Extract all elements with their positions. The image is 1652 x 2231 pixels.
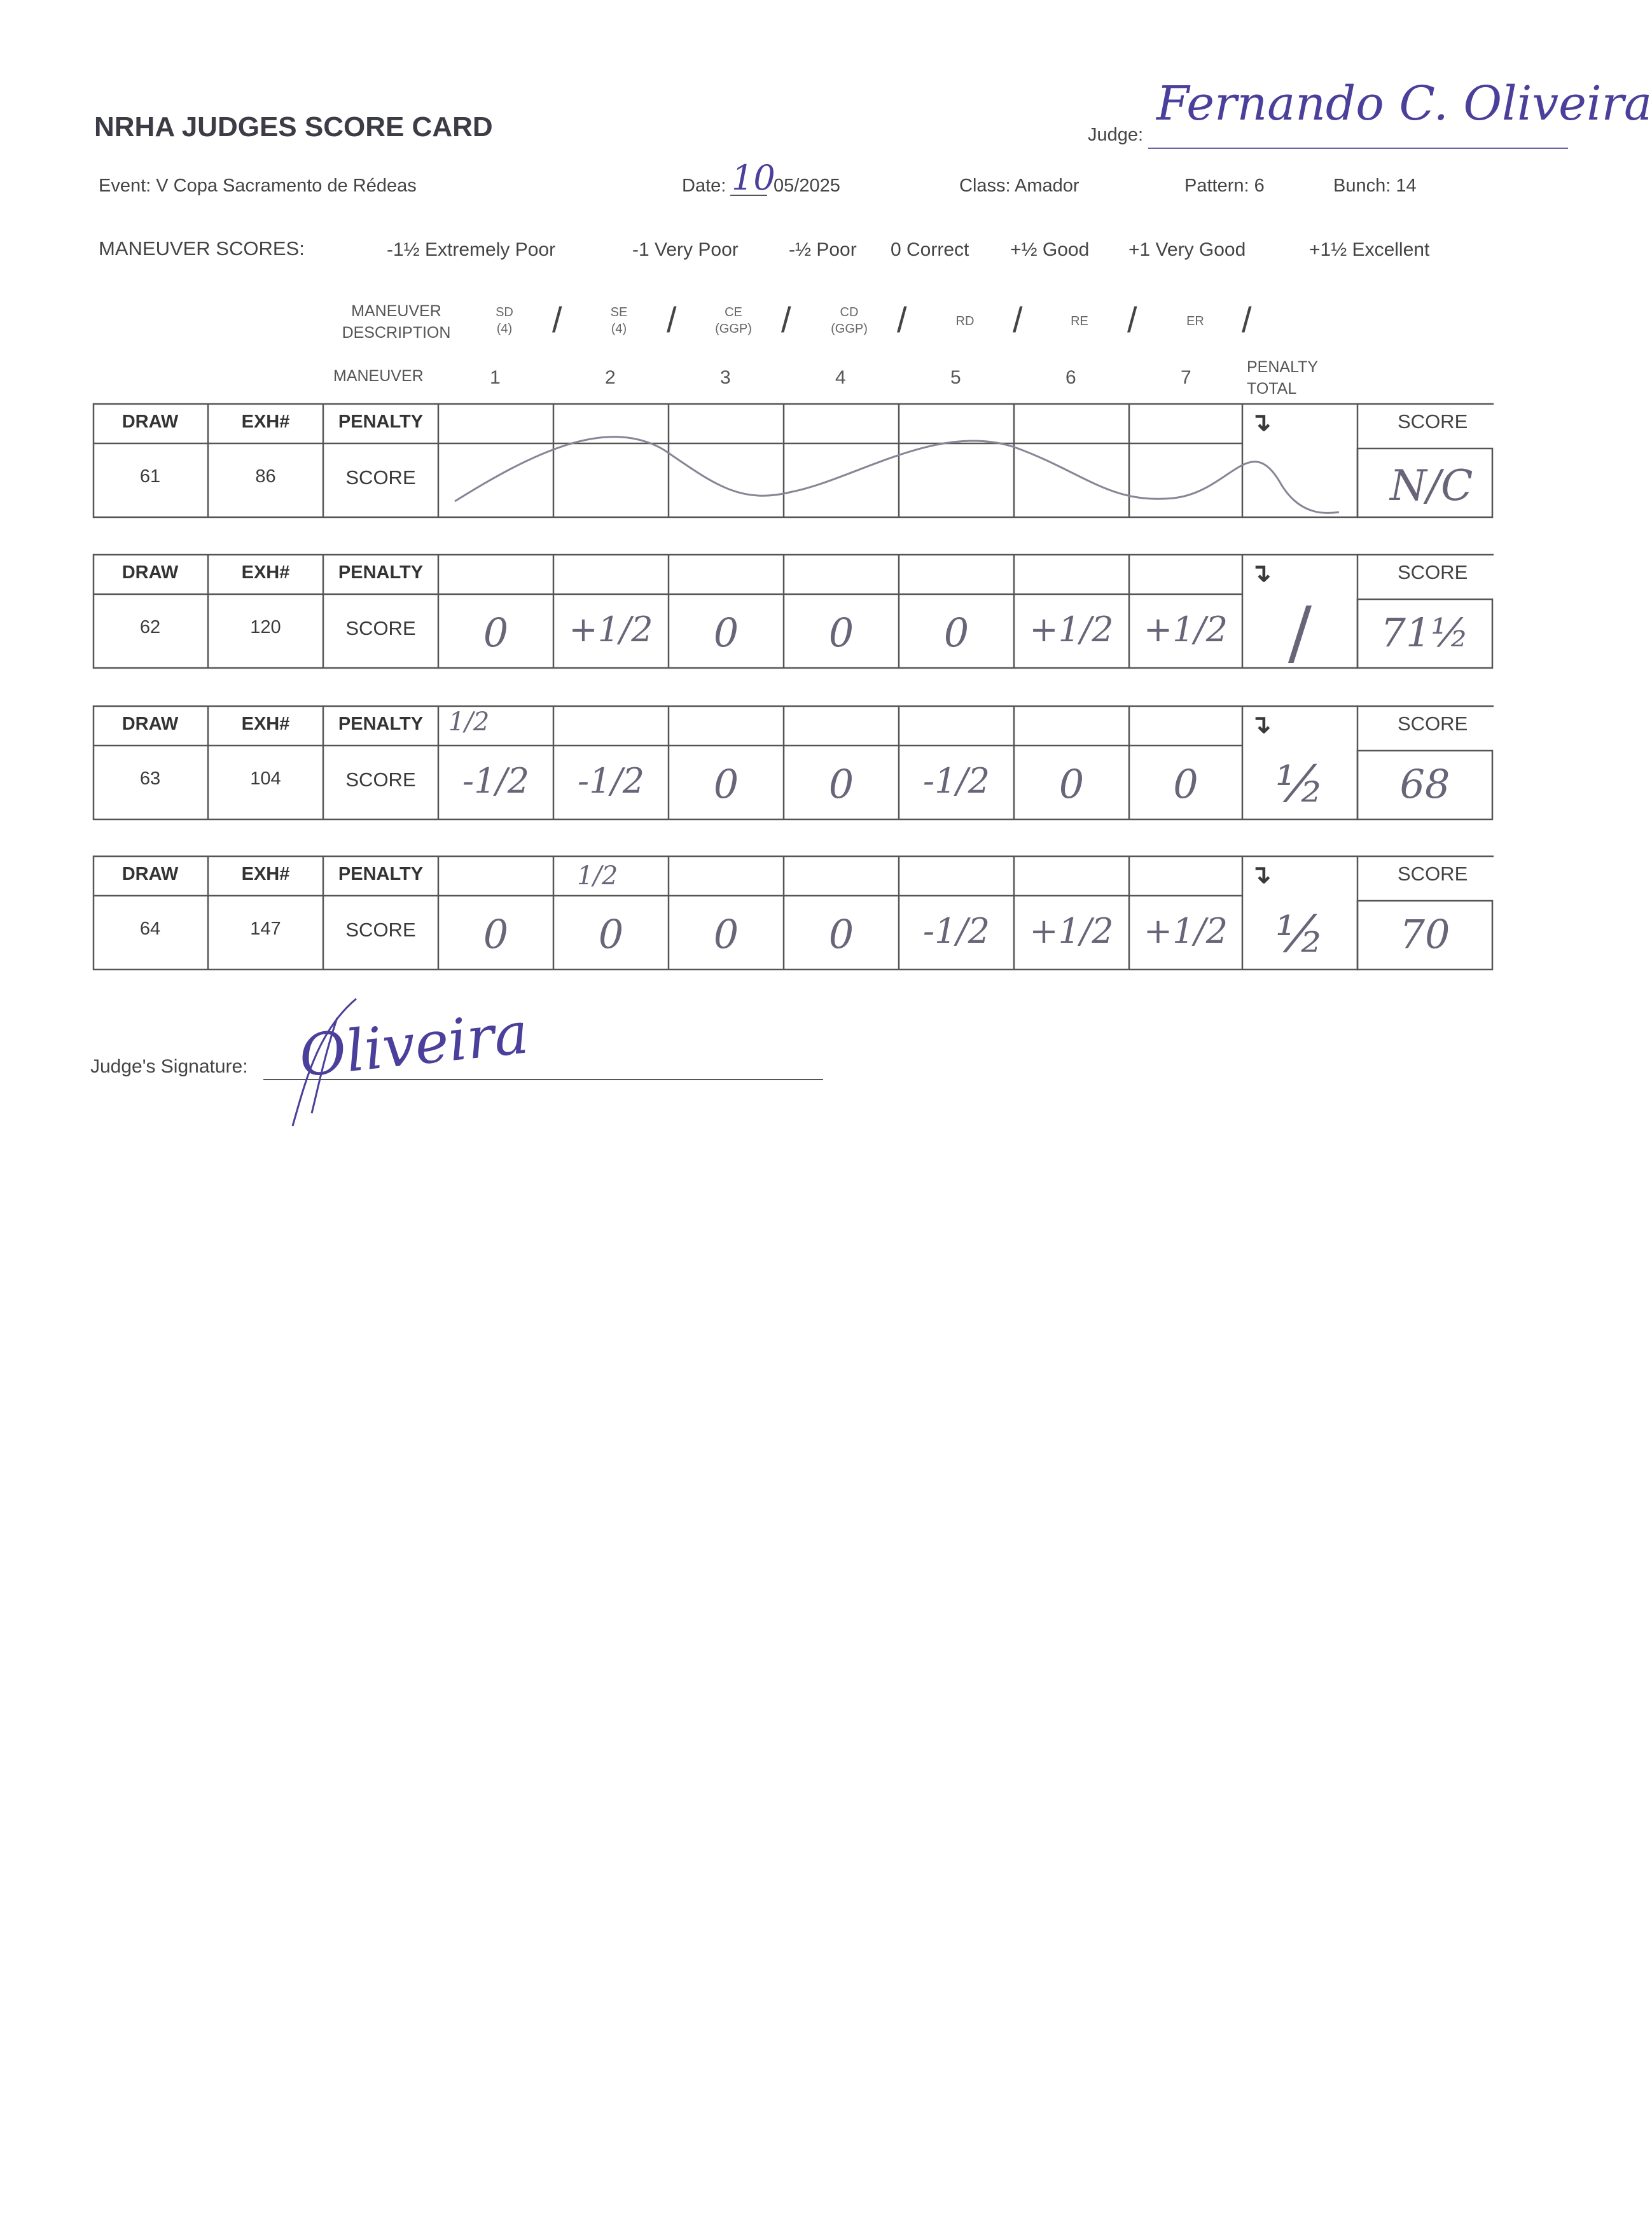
score-box-label: SCORE bbox=[1398, 410, 1468, 433]
maneuver-score-handwritten: 0 bbox=[1059, 761, 1085, 807]
separator-slash: / bbox=[897, 300, 907, 340]
event-field: Event: V Copa Sacramento de Rédeas bbox=[99, 176, 417, 196]
penalty-header: PENALTY bbox=[338, 562, 424, 583]
draw-number: 61 bbox=[139, 466, 161, 487]
exh-header: EXH# bbox=[241, 562, 290, 583]
penalty-total-handwritten: ½ bbox=[1275, 754, 1325, 814]
page-title: NRHA JUDGES SCORE CARD bbox=[94, 111, 493, 142]
maneuver-code-4: CD (GGP) bbox=[831, 305, 868, 336]
final-score-handwritten: N/C bbox=[1390, 461, 1473, 510]
date-day-handwritten: 10 bbox=[732, 158, 775, 198]
pattern-field: Pattern: 6 bbox=[1184, 176, 1265, 196]
date-label: Date: bbox=[682, 176, 726, 196]
maneuver-score-handwritten: +1/2 bbox=[1029, 609, 1114, 650]
maneuver-score-handwritten: 0 bbox=[483, 911, 509, 957]
maneuver-scores-label: MANEUVER SCORES: bbox=[99, 237, 305, 260]
maneuver-score-handwritten: +1/2 bbox=[1143, 609, 1228, 650]
maneuver-score-handwritten: -1/2 bbox=[922, 761, 990, 801]
maneuver-score-handwritten: 0 bbox=[943, 609, 969, 656]
final-score-handwritten: 70 bbox=[1399, 911, 1450, 957]
maneuver-score-handwritten: 0 bbox=[1173, 761, 1198, 807]
maneuver-score-handwritten: 0 bbox=[828, 609, 854, 656]
maneuver-score-handwritten: 0 bbox=[713, 761, 739, 807]
draw-number: 62 bbox=[139, 617, 161, 637]
maneuver-score-handwritten: 0 bbox=[713, 911, 739, 957]
final-score-handwritten: 71½ bbox=[1380, 609, 1469, 656]
score-box-label: SCORE bbox=[1398, 561, 1468, 583]
signature-handwritten: Oliveira bbox=[296, 999, 532, 1090]
maneuver-code-5: RD bbox=[955, 314, 975, 328]
scale-item: -½ Poor bbox=[789, 239, 857, 260]
exh-header: EXH# bbox=[241, 412, 290, 432]
judge-label: Judge: bbox=[1088, 125, 1144, 145]
arrow-icon: ↴ bbox=[1250, 559, 1272, 587]
score-box-label: SCORE bbox=[1398, 712, 1468, 735]
score-row bbox=[92, 553, 1495, 671]
maneuver-score-handwritten: +1/2 bbox=[1143, 911, 1228, 951]
exh-number: 104 bbox=[250, 768, 281, 789]
signature-label: Judge's Signature: bbox=[90, 1056, 248, 1077]
exh-header: EXH# bbox=[241, 864, 290, 884]
maneuver-number-label: MANEUVER bbox=[333, 367, 424, 385]
separator-slash: / bbox=[552, 300, 562, 340]
scale-item: +1½ Excellent bbox=[1309, 239, 1430, 260]
score-box-label: SCORE bbox=[1398, 863, 1468, 885]
separator-slash: / bbox=[1013, 300, 1023, 340]
maneuver-score-handwritten: +1/2 bbox=[569, 609, 653, 650]
maneuver-score-handwritten: -1/2 bbox=[922, 911, 990, 951]
no-credit-strike-line bbox=[92, 403, 1495, 520]
maneuver-score-handwritten: 0 bbox=[828, 761, 854, 807]
draw-header: DRAW bbox=[121, 864, 179, 884]
separator-slash: / bbox=[1127, 300, 1137, 340]
maneuver-score-handwritten: +1/2 bbox=[1029, 911, 1114, 951]
penalty-header: PENALTY bbox=[338, 412, 424, 432]
score-row-label: SCORE bbox=[345, 617, 416, 639]
penalty-total-label: PENALTY TOTAL bbox=[1247, 358, 1318, 398]
penalty-handwritten: 1/2 bbox=[448, 707, 490, 737]
maneuver-score-handwritten: 0 bbox=[713, 609, 739, 656]
score-row-label: SCORE bbox=[345, 919, 416, 941]
maneuver-number: 3 bbox=[720, 367, 731, 388]
penalty-total-handwritten: / bbox=[1288, 592, 1312, 673]
maneuver-code-7: ER bbox=[1186, 314, 1204, 328]
maneuver-number: 4 bbox=[835, 367, 846, 388]
scale-item: +½ Good bbox=[1010, 239, 1090, 260]
maneuver-number: 5 bbox=[950, 367, 961, 388]
class-field: Class: Amador bbox=[959, 176, 1079, 196]
arrow-icon: ↴ bbox=[1250, 408, 1272, 436]
draw-header: DRAW bbox=[121, 412, 179, 432]
draw-header: DRAW bbox=[121, 714, 179, 734]
maneuver-description-label: MANEUVER DESCRIPTION bbox=[342, 302, 451, 342]
exh-header: EXH# bbox=[241, 714, 290, 734]
score-row-label: SCORE bbox=[345, 466, 416, 489]
exh-number: 147 bbox=[250, 919, 281, 939]
penalty-total-handwritten: ½ bbox=[1275, 905, 1325, 964]
maneuver-number: 2 bbox=[605, 367, 616, 388]
date-rest: 05/2025 bbox=[774, 176, 840, 196]
scale-item: -1 Very Poor bbox=[632, 239, 739, 260]
draw-number: 63 bbox=[139, 768, 161, 789]
separator-slash: / bbox=[667, 300, 677, 340]
maneuver-score-handwritten: -1/2 bbox=[577, 761, 645, 801]
score-row bbox=[92, 705, 1495, 823]
arrow-icon: ↴ bbox=[1250, 861, 1272, 889]
maneuver-code-1: SD (4) bbox=[496, 305, 513, 336]
bunch-field: Bunch: 14 bbox=[1333, 176, 1417, 196]
exh-number: 86 bbox=[255, 466, 276, 487]
score-row bbox=[92, 855, 1495, 973]
maneuver-number: 1 bbox=[490, 367, 501, 388]
maneuver-score-handwritten: 0 bbox=[598, 911, 624, 957]
penalty-handwritten: 1/2 bbox=[577, 861, 618, 891]
scale-item: 0 Correct bbox=[891, 239, 969, 260]
final-score-handwritten: 68 bbox=[1399, 761, 1450, 807]
score-row-label: SCORE bbox=[345, 768, 416, 791]
draw-number: 64 bbox=[139, 919, 161, 939]
maneuver-score-handwritten: 0 bbox=[483, 609, 509, 656]
judge-underline bbox=[1148, 148, 1568, 149]
arrow-icon: ↴ bbox=[1250, 711, 1272, 739]
maneuver-code-3: CE (GGP) bbox=[715, 305, 752, 336]
maneuver-code-6: RE bbox=[1071, 314, 1088, 328]
maneuver-number: 6 bbox=[1065, 367, 1076, 388]
penalty-header: PENALTY bbox=[338, 714, 424, 734]
maneuver-code-2: SE (4) bbox=[610, 305, 628, 336]
judge-name-handwritten: Fernando C. Oliveira bbox=[1156, 76, 1652, 131]
draw-header: DRAW bbox=[121, 562, 179, 583]
score-row bbox=[92, 403, 1495, 520]
separator-slash: / bbox=[781, 300, 791, 340]
exh-number: 120 bbox=[250, 617, 281, 637]
scale-item: -1½ Extremely Poor bbox=[387, 239, 556, 260]
penalty-header: PENALTY bbox=[338, 864, 424, 884]
maneuver-score-handwritten: -1/2 bbox=[462, 761, 530, 801]
date-underline bbox=[730, 195, 767, 196]
scale-item: +1 Very Good bbox=[1128, 239, 1246, 260]
maneuver-number: 7 bbox=[1181, 367, 1191, 388]
maneuver-score-handwritten: 0 bbox=[828, 911, 854, 957]
signature-flourish bbox=[280, 992, 394, 1132]
separator-slash: / bbox=[1242, 300, 1252, 340]
